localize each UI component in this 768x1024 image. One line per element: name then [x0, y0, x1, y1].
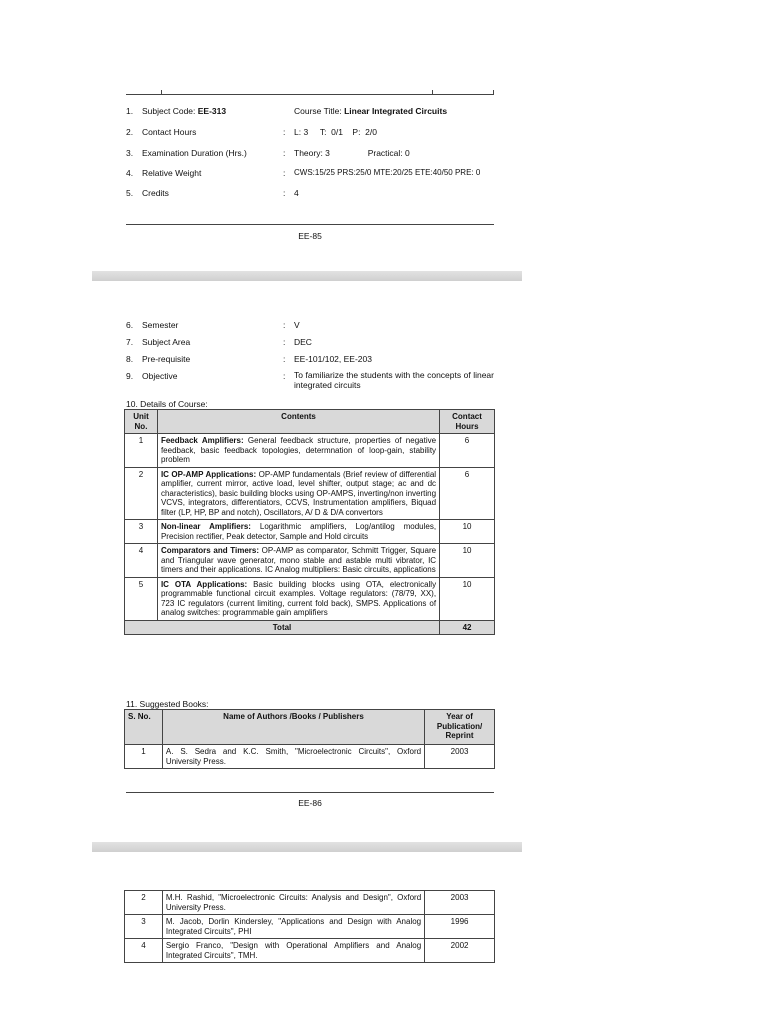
- authors-header: Name of Authors /Books / Publishers: [162, 710, 424, 745]
- year-header: Year of Publication/ Reprint: [425, 710, 495, 745]
- total-row: Total 42: [125, 620, 495, 635]
- table-row: 1 Feedback Amplifiers: General feedback structure, properties of negative feedback, basic feedback topologies, determnation of loop-gain, stability problem 6: [125, 434, 495, 468]
- sno-header: S. No.: [125, 710, 163, 745]
- table-row: 3 Non-linear Amplifiers: Logarithmic amplifiers, Log/antilog modules, Precision rectifier, Peak detector, Sample and Hold circuits 10: [125, 520, 495, 544]
- table-row: 1 A. S. Sedra and K.C. Smith, "Microelectronic Circuits", Oxford University Press. 2003: [125, 745, 495, 769]
- table-row: 3 M. Jacob, Dorlin Kindersley, "Applications and Design with Analog Integrated Circuits", PHI 1996: [125, 915, 495, 939]
- course-title: Course Title: Linear Integrated Circuits: [294, 106, 448, 116]
- unit-header: Unit No.: [125, 410, 158, 434]
- table-row: 2 IC OP-AMP Applications: OP-AMP fundamentals (Brief review of differential amplifier, current mirror, active load, level shifter, output stage; ac and dc characteristics), basic building blocks using OP-AMPS, inverting/non inverting VCVS, integrators, differentiators, CCVS, Instrumentation amplifiers, Biquad filter (LP, HP, BP and notch), Oscillators, A/ D & D/A convertors 6: [125, 467, 495, 520]
- suggested-books-table-continued: [124, 890, 495, 963]
- details-heading: 10. Details of Course:: [126, 399, 208, 409]
- contents-header: Contents: [157, 410, 439, 434]
- item-number: 1.: [126, 106, 134, 116]
- table-row: 4 Comparators and Timers: OP-AMP as comparator, Schmitt Trigger, Square and Triangular wave generator, mono stable and astable multi vibrator, IC timers and their applications. IC Analog multipliers: Basic circuits, applications 10: [125, 544, 495, 578]
- table-row: 2 M.H. Rashid, "Microelectronic Circuits: Analysis and Design", Oxford University Press. 2003: [125, 891, 495, 915]
- page-number: EE-86: [298, 798, 322, 808]
- table-row: 4 Sergio Franco, "Design with Operational Amplifiers and Analog Integrated Circuits", TMH. 2002: [125, 939, 495, 963]
- books-heading: 11. Suggested Books:: [126, 699, 209, 709]
- page-number: EE-85: [298, 231, 322, 241]
- hours-header: Contact Hours: [440, 410, 495, 434]
- item-label: Subject Code: EE-313: [142, 106, 227, 116]
- table-row: 5 IC OTA Applications: Basic building blocks using OTA, electronically programmable functional circuit examples. Voltage regulators: (78/79, XX), 723 IC regulators (current limiting, current fold back), SMPS. Applications of analog switches: programmable gain amplifiers 10: [125, 577, 495, 620]
